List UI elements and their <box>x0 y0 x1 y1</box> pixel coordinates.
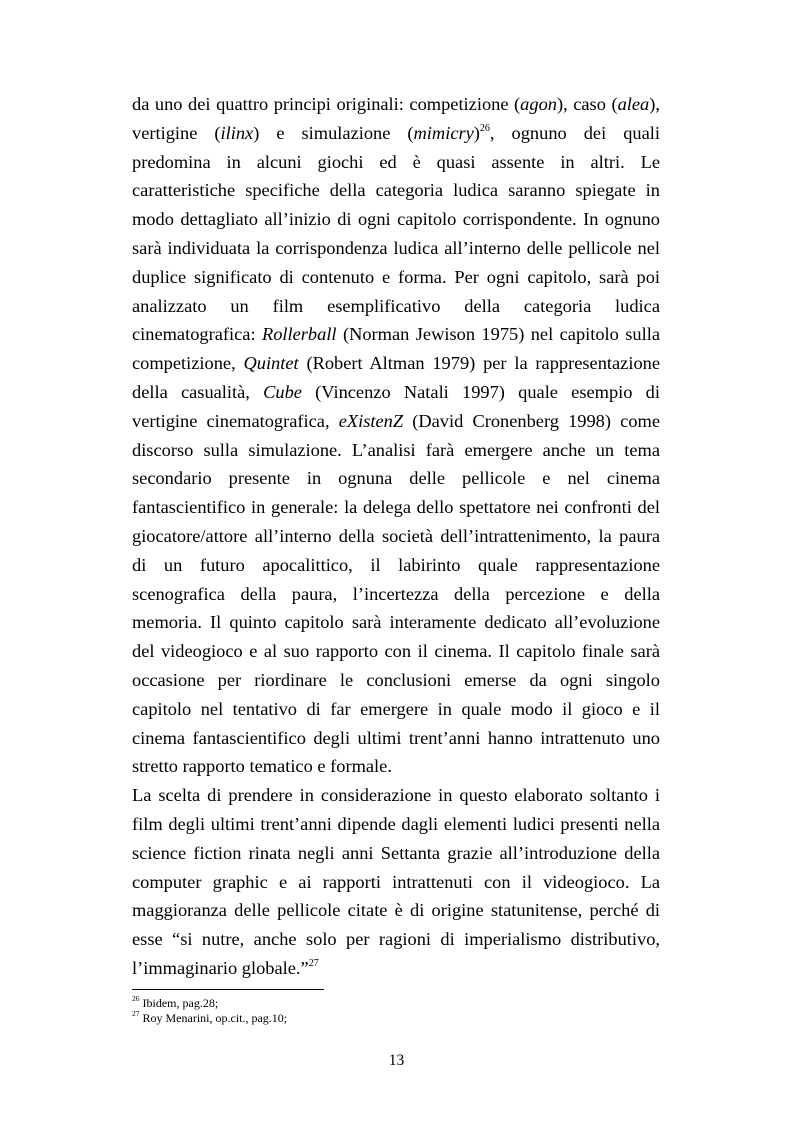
text-line: predomina in alcuni giochi ed è quasi assente in altri. Le <box>132 151 660 172</box>
footnote <box>132 996 660 1011</box>
text-line: giocatore/attore all’interno della società dell’intrattenimento, la paura <box>132 525 660 546</box>
text-line: da uno dei quattro principi originali: competizione (agon), caso (alea), <box>132 94 660 114</box>
text-line: memoria. Il quinto capitolo sarà interamente dedicato all’evoluzione <box>132 612 660 633</box>
text-line: occasione per riordinare le conclusioni emerse da ogni singolo <box>132 669 660 690</box>
text-line: l’immaginario globale.”$^{27}$ <box>132 957 319 978</box>
text-line: di un futuro apocalittico, il labirinto quale rappresentazione <box>132 554 660 575</box>
italic-term: mimicry <box>413 122 474 143</box>
text-line: stretto rapporto tematico e formale. <box>132 756 392 777</box>
page-number: 13 <box>388 1052 405 1069</box>
film-title: Cube <box>263 381 302 402</box>
text-line: discorso sulla simulazione. L’analisi farà emergere anche un tema <box>132 439 660 460</box>
text-line: film degli ultimi trent’anni dipende dagli elementi ludici presenti nella <box>132 813 660 834</box>
text-line: analizzato un film esemplificativo della categoria ludica <box>132 295 660 316</box>
italic-term: agon <box>520 94 557 114</box>
footnote-separator <box>132 989 324 990</box>
footnote-marker: 27 <box>132 1009 140 1018</box>
footnote-text: Roy Menarini, op.cit., pag.10; <box>139 1011 288 1025</box>
text-line: cinematografica: Rollerball (Norman Jewison 1975) nel capitolo sulla <box>132 324 660 345</box>
body-text <box>132 90 660 983</box>
text-line: computer graphic e ai rapporti intrattenuti con il videogioco. La <box>132 871 660 892</box>
text-line: La scelta di prendere in considerazione in questo elaborato soltanto i <box>132 785 660 806</box>
text-line: della casualità, Cube (Vincenzo Natali 1997) quale esempio di <box>132 381 660 402</box>
text-line: cinema fantascientifico degli ultimi trent’anni hanno intrattenuto uno <box>132 727 660 748</box>
text-line: caratteristiche specifiche della categoria ludica saranno spiegate in <box>132 180 660 201</box>
text-line: scenografica della paura, l’incertezza della percezione e della <box>132 583 660 604</box>
footnotes <box>132 996 660 1026</box>
text-line: fantascientifico in generale: la delega dello spettatore nei confronti del <box>132 497 660 518</box>
footnote-ref[interactable]: 27 <box>308 957 319 969</box>
text-line: esse “si nutre, anche solo per ragioni di imperialismo distributivo, <box>132 929 660 950</box>
text-line: sarà individuata la corrispondenza ludica all’interno delle pellicole nel <box>132 237 660 258</box>
text-line: del videogioco e al suo rapporto con il cinema. Il capitolo finale sarà <box>132 641 660 662</box>
text-line: modo dettagliato all’inizio di ogni capitolo corrispondente. In ognuno <box>132 209 660 230</box>
text-line: competizione, Quintet (Robert Altman 1979) per la rappresentazione <box>132 353 660 374</box>
italic-term: alea <box>617 94 650 114</box>
film-title: Quintet <box>243 353 299 374</box>
footnote-text: Ibidem, pag.28; <box>139 996 219 1010</box>
text-line: secondario presente in ognuna delle pellicole e nel cinema <box>132 468 660 489</box>
italic-term: ilinx <box>220 122 254 143</box>
text-line: science fiction rinata negli anni Settanta grazie all’introduzione della <box>132 842 660 863</box>
footnote-marker: 26 <box>132 994 140 1003</box>
film-title: Rollerball <box>261 324 337 345</box>
footnote-ref[interactable]: 26 <box>479 122 490 134</box>
text-line: vertigine (ilinx) e simulazione (mimicry)$^{26}$, ognuno dei quali <box>132 122 660 143</box>
text-line: capitolo nel tentativo di far emergere in quale modo il gioco e il <box>132 698 660 719</box>
film-title: eXistenZ <box>338 410 404 431</box>
text-line: vertigine cinematografica, eXistenZ (David Cronenberg 1998) come <box>132 410 660 431</box>
text-line: maggioranza delle pellicole citate è di origine statunitense, perché di <box>132 900 660 921</box>
footnote <box>132 1011 660 1026</box>
text-line: duplice significato di contenuto e forma. Per ogni capitolo, sarà poi <box>132 266 660 287</box>
